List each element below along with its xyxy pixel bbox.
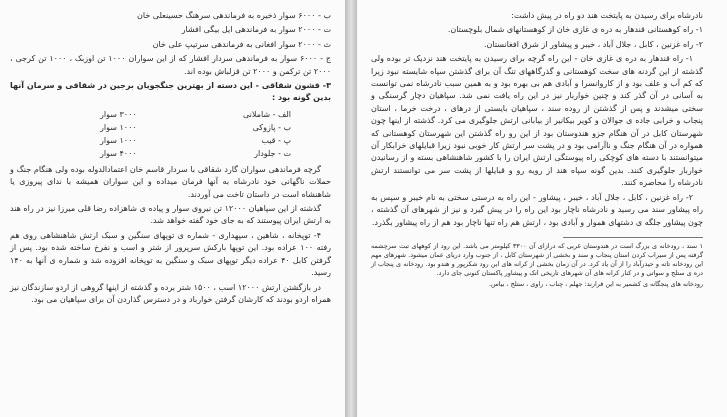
troop-value: ۱۰۰۰ سوار xyxy=(100,135,137,145)
troop-row xyxy=(100,147,291,160)
book-gutter xyxy=(345,0,357,417)
text-line: ب - ۶۰۰۰ سوار ذخیره به فرماندهی سرهنگ حسینعلی خان xyxy=(137,11,331,20)
paragraph: ۲- راه غزنین ، کابل ، جلال آباد ، خیبر ، پیشاور - این راه به درستی سختی به نام خیبر و سپس به راه پیشاور سند می رسید و نادرشاه ناچار بود این راه را در پیش گیرد و نیز از شهرهای آن گذشته ، چون پیشاور جلگه ی دشتهای هموار و آبادی بود ، ارتش هم راه تنها ناچار بود هم از راه پیشاور بگذرد. xyxy=(371,192,703,227)
paragraph: نادرشاه برای رسیدن به پایتخت هند دو راه در پیش داشت: xyxy=(511,11,703,20)
troop-value: ۳۰۰۰ سوار xyxy=(100,109,137,119)
footnote-divider xyxy=(563,237,703,238)
list-item: ۱- راه کوهستانی قندهار به دره ی غازی خان از کوهستانهای شمال بلوچستان. xyxy=(447,25,703,35)
troop-value: ۱۰۰۰ سوار xyxy=(100,122,137,132)
troop-label: الف - شاملانی xyxy=(242,109,291,119)
troop-label: ت - جلودار xyxy=(254,148,291,158)
footnote: ۱ سند ، رودخانه ی بزرگ است در هندوستان غربی که درازای آن ۳۳۰۰ کیلومتر می باشد. این رود از کوههای تبت سرچشمه گرفته پس از سیراب کردن استان پنجاب و سند و بخشی از شهرستان کابل ، از جنوب وارد دریای عمان میشود. شهرهای مهم این رودخانه تاته و حیدرآباد را از آن یاد کرد. در آن زمان بخشی از کرانه های این رود شکرپور و هندو بود. رودخانه ی پنجاب از دره ی ستلج و سواتی و در کنار کرانه های آن شهرهای تاریخی اتک و پیشاور پاکستان کنونی جای دارد. xyxy=(371,241,704,277)
troop-label: ب - پازوکی xyxy=(252,122,291,132)
paragraph: ۱- راه قندهار به دره ی غازی خان - این راه گرچه برای رسیدن به پایتخت هند نزدیک تر بوده ولی گذشته از این گردنه های سخت کوهستانی و گذرگاههای تنگ آن برای گذشتن سپاه شایسته نبود زیرا که کم آب و علف بود و از کاروانسرا و آبادی هم بی بهره بود و به همین سبب نادرشاه نمی توانست به آسانی در آن گذر کند و چنین خواربار نیز در این راه یافت نمی شد. سپاهیان دچار گرسنگی و سختی میشدند و پس از گذشتن از روده سند ، سپاهیان بایستی از درهای ، درخت خرما ، استان پنجاب و خرابی جاده ی جوالان و کویر بیکانیر از بیابانی ارتش جلوگیری می کرد. گذشته از اینها چون شهرستان کابل در آن هنگام جزو هندوستان بود از این رو راه گذشتن این شهرستان کوهستانی که همواره در آن هنگام جنگ و ناآرامی بود و در پشت سر ارتش کار خوبی نبود زیرا قبایلهای خرابکار آن میتوانستند با دسته های کوچکی راه پیوستگی ارتش ایران را با کشور شاهنشاهی بسته و از رسانیدن خواربار جلوگیری کنند. بدین گونه سپاه هند از رویه رو و قبایلها از پشت سر می توانستند ارتش نادرشاه را محاصره کنند. xyxy=(371,54,703,188)
troop-value: ۴۰۰۰ سوار xyxy=(100,148,137,158)
troop-list xyxy=(100,108,291,160)
right-page xyxy=(357,0,727,417)
text-line: ث - ۲۰۰۰ سوار افغانی به فرماندهی سرتیپ علی خان xyxy=(152,39,331,49)
paragraph: ۴- توپخانه ، شاهین ، سپهداری - شماره ی توپهای سنگین و سبک ارتش شاهنشاهی روی هم رفته ۱۰۰ عراده بود. این توپها بارکش سرپرور از شتر و اسب و نفرخ ساخته شده بود. پس از گرفتن کابل ۴۰ عراده دیگر توپهای سبک و سنگین به توپخانه افزوده شد و شماره ی آنها به ۱۴۰ رسید. xyxy=(10,230,332,278)
footnote: رودخانه های پنجگانه ی کشمیر به این قرارند: جهلم ، چناب ، راوی ، ستلج ، بیاس. xyxy=(488,279,703,288)
footnotes xyxy=(371,242,703,289)
paragraph: گرچه فرماندهی سواران گارد شقاقی با سردار قاسم خان اعتمادالدوله بوده ولی هنگام جنگ و حملات ناگهانی خود نادرشاه به آنها فرمان میداده و این سواران همیشه با ندای پیروزی یا شاهنشاه است در داستان تاخت می آوردند. xyxy=(10,164,331,199)
list-item: ۲- راه غزنین ، کابل ، جلال آباد ، خیبر و پیشاور از شرق افغانستان. xyxy=(483,39,703,49)
paragraph: در بازگشتن ارتش ۱۲۰۰۰ اسب ، ۱۵۰۰ شتر برده و گذشته از اینها گروهی از اردو سازندگان نیز همراه اردو بودند که کارشان گرفتن خوارباد و در دسترس گذاردن آن برای سپاهیان می بود. xyxy=(10,282,331,304)
troop-row xyxy=(100,121,291,134)
troop-label: پ - قیب xyxy=(261,135,291,145)
text-line: ت - ۲۰۰۰ سوار به فرماندهی ایل بیگی افشار xyxy=(181,25,331,35)
section-heading: ۳- قشون شقاقی - این دسته از بهترین جنگجویان برجین در شقاقی و سرمان آنها بدین گونه بود : xyxy=(10,81,331,103)
paragraph: گذشته از این سپاهیان ۱۲۰۰۰ تن نیروی سوار و پیاده ی شاهزاده رضا قلی میرزا نیز در راه هند به ارتش ایران پیوستند که به جای خود گفته خواهد شد. xyxy=(10,204,331,226)
text-line: ج - ۶۰۰۰ سوار به فرماندهی سردار افشار که از این سواران ۱۰۰۰ تن اوزبک ، ۱۰۰۰ تن کرجی ، ۲۰۰۰ تن ترکمن و ۲۰۰۰ تن قزلباش بوده اند. xyxy=(10,54,331,76)
troop-row xyxy=(100,108,291,121)
troop-row xyxy=(100,134,291,147)
left-page xyxy=(0,0,345,417)
